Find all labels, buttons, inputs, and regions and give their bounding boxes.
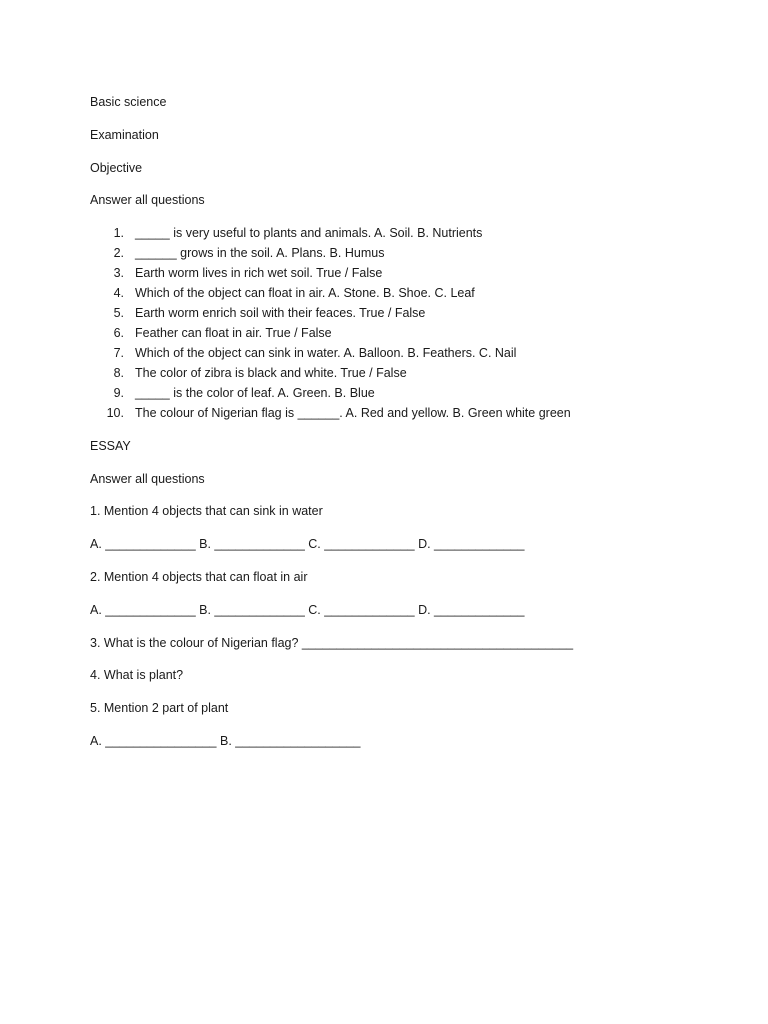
question-text: Feather can float in air. True / False bbox=[135, 326, 332, 340]
question-number: 6. bbox=[113, 326, 124, 340]
essay-question-4: 4. What is plant? bbox=[90, 668, 184, 682]
subject-title: Basic science bbox=[90, 95, 167, 109]
question-number: 9. bbox=[113, 386, 124, 400]
question-number: 8. bbox=[113, 366, 124, 380]
essay-question-5: 5. Mention 2 part of plant bbox=[90, 701, 229, 715]
question-text: Which of the object can sink in water. A. Balloon. B. Feathers. C. Nail bbox=[135, 346, 517, 360]
question-text: _____ is the color of leaf. A. Green. B. Blue bbox=[135, 386, 375, 400]
question-number: 10. bbox=[106, 406, 124, 420]
question-number: 5. bbox=[113, 306, 124, 320]
question-text: Which of the object can float in air. A. Stone. B. Shoe. C. Leaf bbox=[135, 286, 475, 300]
essay-question-1: 1. Mention 4 objects that can sink in water bbox=[90, 504, 323, 518]
question-number: 1. bbox=[113, 226, 124, 240]
question-number: 7. bbox=[113, 346, 124, 360]
essay-answer-blanks-5: A. ________________ B. __________________ bbox=[90, 734, 361, 748]
question-text: Earth worm enrich soil with their feaces. True / False bbox=[135, 306, 426, 320]
objective-instruction: Answer all questions bbox=[90, 193, 205, 207]
essay-instruction: Answer all questions bbox=[90, 472, 205, 486]
question-text: _____ is very useful to plants and animals. A. Soil. B. Nutrients bbox=[135, 226, 483, 240]
question-number: 3. bbox=[113, 266, 124, 280]
objective-heading: Objective bbox=[90, 161, 143, 175]
question-text: The color of zibra is black and white. True / False bbox=[135, 366, 407, 380]
question-text: ______ grows in the soil. A. Plans. B. Humus bbox=[135, 246, 385, 260]
essay-heading: ESSAY bbox=[90, 439, 131, 453]
exam-title: Examination bbox=[90, 128, 159, 142]
question-text: The colour of Nigerian flag is ______. A. Red and yellow. B. Green white green bbox=[135, 406, 571, 420]
essay-question-2: 2. Mention 4 objects that can float in air bbox=[90, 570, 308, 584]
essay-answer-blanks-2: A. _____________ B. _____________ C. _____________ D. _____________ bbox=[90, 603, 525, 617]
question-number: 4. bbox=[113, 286, 124, 300]
essay-answer-blanks-1: A. _____________ B. _____________ C. _____________ D. _____________ bbox=[90, 537, 525, 551]
essay-question-3: 3. What is the colour of Nigerian flag? _______________________________________ bbox=[90, 636, 574, 650]
question-text: Earth worm lives in rich wet soil. True / False bbox=[135, 266, 383, 280]
question-number: 2. bbox=[113, 246, 124, 260]
